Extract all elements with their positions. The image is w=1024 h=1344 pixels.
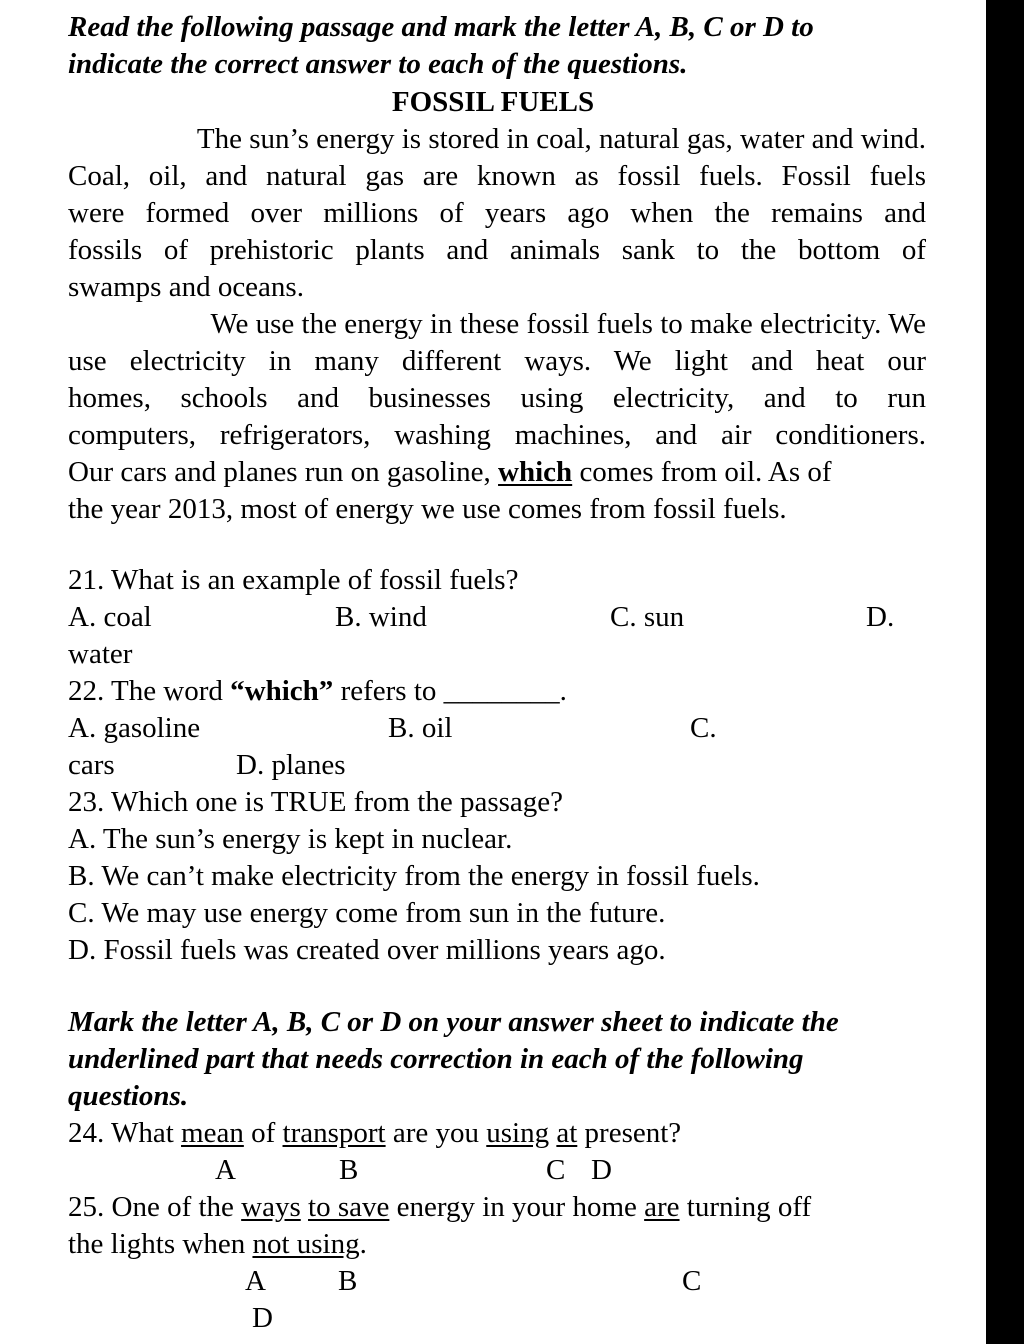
q22-option-a: A. gasoline: [68, 712, 201, 744]
q23-option-a: A. The sun’s energy is kept in nuclear.: [68, 823, 513, 855]
q22-option-d: D. planes: [236, 749, 346, 781]
passage-p1-line-5: swamps and oceans.: [68, 271, 304, 303]
passage-p1-line-1: The sun’s energy is stored in coal, natural gas, water and wind.: [196, 123, 926, 155]
q24-underline-a: mean: [181, 1117, 244, 1149]
q21-option-d-cont: water: [68, 638, 133, 670]
q21-stem: 21. What is an example of fossil fuels?: [68, 564, 519, 596]
q23-option-c: C. We may use energy come from sun in the future.: [68, 897, 666, 929]
q25-underline-b: to save: [308, 1191, 390, 1223]
q22-option-c: C.: [690, 712, 717, 744]
q22-option-b: B. oil: [388, 712, 453, 744]
passage-title: FOSSIL FUELS: [391, 86, 595, 118]
q21-option-b: B. wind: [335, 601, 427, 633]
passage-p1-line-3: were formed over millions of years ago when the remains and: [68, 197, 926, 229]
passage-p2-line-1: We use the energy in these fossil fuels to make electricity. We: [210, 308, 926, 340]
q22-option-c-cont: cars: [68, 749, 115, 781]
q25-label-b: B: [338, 1265, 358, 1297]
q24-label-c: C: [546, 1154, 566, 1186]
q25-underline-c: are: [644, 1191, 680, 1223]
q24-underline-c: using: [486, 1117, 550, 1149]
reading-instruction-line-2: indicate the correct answer to each of the questions.: [68, 48, 688, 80]
q22-stem: 22. The word “which” refers to ________.: [68, 675, 567, 707]
passage-p2-line-4: computers, refrigerators, washing machines, and air conditioners.: [68, 419, 926, 451]
q24-label-d: D: [591, 1154, 612, 1186]
q25-label-c: C: [682, 1265, 702, 1297]
q24-label-b: B: [339, 1154, 359, 1186]
passage-p2-line-5: Our cars and planes run on gasoline, which comes from oil. As of: [68, 456, 832, 488]
q23-option-b: B. We can’t make electricity from the energy in fossil fuels.: [68, 860, 760, 892]
q23-option-d: D. Fossil fuels was created over millions years ago.: [68, 934, 666, 966]
q25-underline-a: ways: [241, 1191, 301, 1223]
q25-label-a: A: [245, 1265, 266, 1297]
q25-sentence-line-2: the lights when not using.: [68, 1228, 367, 1260]
passage-p1-line-2: Coal, oil, and natural gas are known as fossil fuels. Fossil fuels: [68, 160, 926, 192]
q21-option-d: D.: [866, 601, 895, 633]
error-instruction-line-2: underlined part that needs correction in each of the following: [68, 1043, 804, 1075]
q23-stem: 23. Which one is TRUE from the passage?: [68, 786, 564, 818]
error-instruction-line-3: questions.: [68, 1080, 189, 1112]
q24-sentence: 24. What mean of transport are you using at present?: [68, 1117, 682, 1149]
passage-p1-line-4: fossils of prehistoric plants and animals sank to the bottom of: [68, 234, 926, 266]
passage-p2-line-2: use electricity in many different ways. We light and heat our: [68, 345, 926, 377]
q21-option-a: A. coal: [68, 601, 152, 633]
q24-label-a: A: [215, 1154, 236, 1186]
passage-p2-line-3: homes, schools and businesses using electricity, and to run: [68, 382, 926, 414]
error-instruction-line-1: Mark the letter A, B, C or D on your answer sheet to indicate the: [68, 1006, 839, 1038]
q25-underline-d: not using: [252, 1228, 360, 1260]
q24-underline-b: transport: [282, 1117, 386, 1149]
q21-option-c: C. sun: [610, 601, 685, 633]
reading-instruction-line-1: Read the following passage and mark the letter A, B, C or D to: [68, 11, 814, 43]
q24-underline-d: at: [556, 1117, 578, 1149]
passage-p2-line-6: the year 2013, most of energy we use comes from fossil fuels.: [68, 493, 787, 525]
q25-sentence-line-1: 25. One of the ways to save energy in your home are turning off: [68, 1191, 812, 1223]
q25-label-d: D: [252, 1302, 273, 1334]
keyword-which: which: [498, 456, 573, 488]
